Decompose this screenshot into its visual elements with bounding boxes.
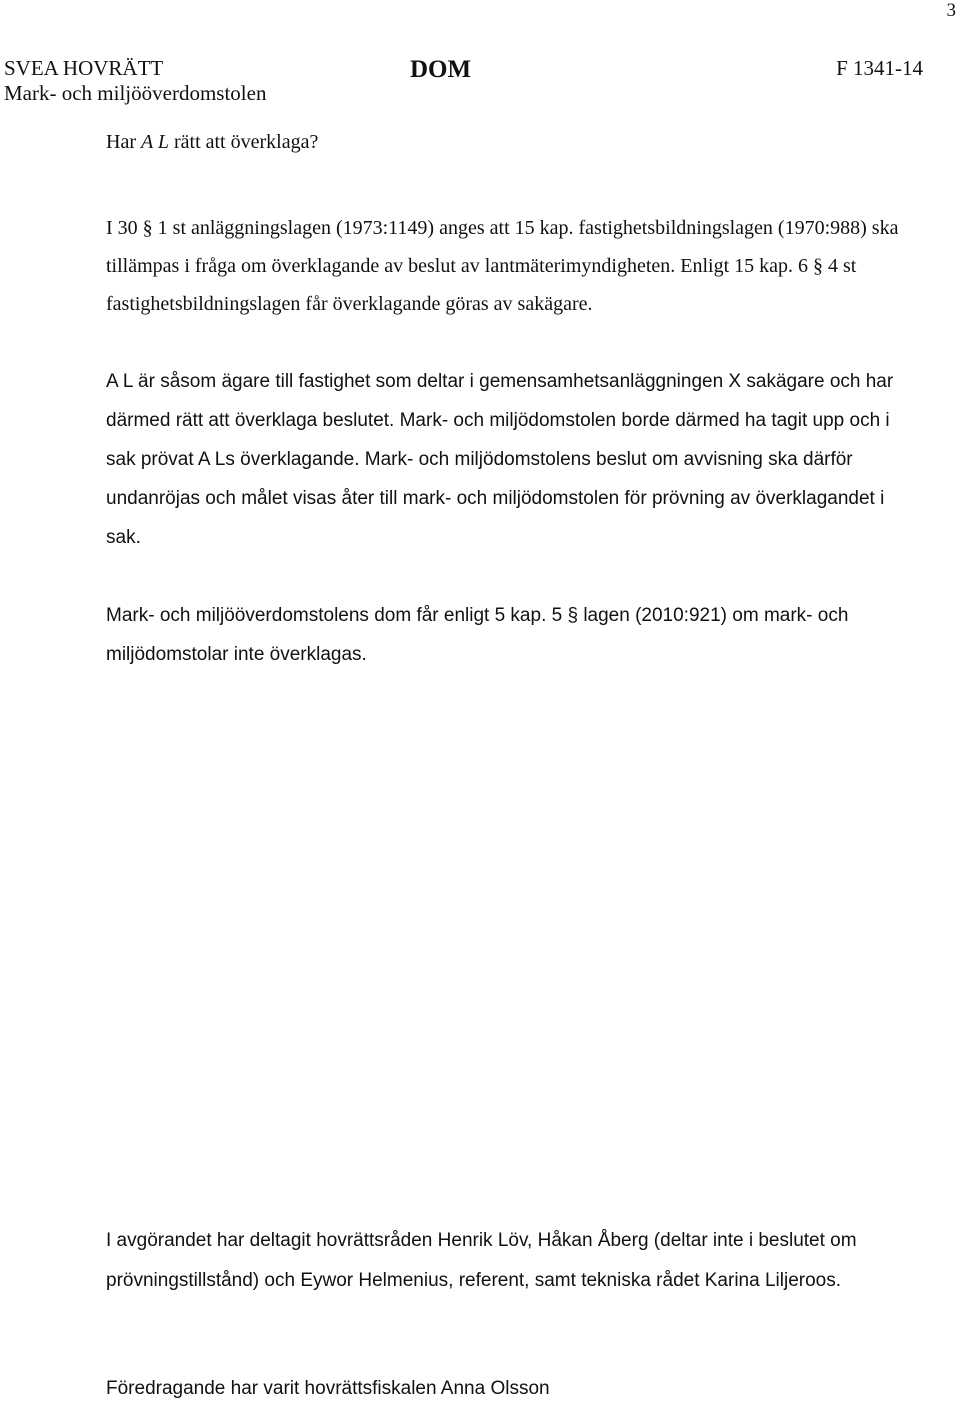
paragraph-appeal-notice: Mark- och miljööverdomstolens dom får enligt 5 kap. 5 § lagen (2010:921) om mark- och miljödomstolar inte överklagas.	[106, 605, 849, 665]
paragraph-legal-basis: I 30 § 1 st anläggningslagen (1973:1149) anges att 15 kap. fastighetsbildningslagen (1970:988) ska tillämpas i fråga om överklagande av beslut av lantmäterimyndigheten. Enligt 15 kap. 6 § 4 st fastighetsbildningslagen får överklagande göras av sakägare.	[106, 217, 899, 315]
question-party-name: A L	[140, 131, 169, 153]
question-suffix: rätt att överklaga?	[168, 131, 319, 153]
paragraph-rapporteur: Föredragande har varit hovrättsfiskalen Anna Olsson	[106, 1378, 550, 1399]
page-number: 3	[946, 0, 956, 21]
court-name: SVEA HOVRÄTT	[4, 56, 164, 80]
paragraph-assessment: A L är såsom ägare till fastighet som deltar i gemensamhetsanläggningen X sakägare och har därmed rätt att överklaga beslutet. Mark- och miljödomstolen borde därmed ha tagit upp och i sak prövat A Ls överklagande. Mark- och miljödomstolens beslut om avvisning ska därför undanröjas och målet visas åter till mark- och miljödomstolen för prövning av överklagandet i sak.	[106, 371, 894, 548]
court-division: Mark- och miljööverdomstolen	[4, 81, 267, 105]
document-type: DOM	[410, 56, 472, 83]
question-heading	[106, 131, 906, 154]
court-block	[4, 56, 266, 106]
question-prefix: Har	[106, 131, 141, 153]
paragraph-judges: I avgörandet har deltagit hovrättsråden Henrik Löv, Håkan Åberg (deltar inte i beslutet om prövningstillstånd) och Eywor Helmenius, referent, samt tekniska rådet Karina Liljeroos.	[106, 1230, 857, 1291]
case-number: F 1341-14	[836, 56, 923, 80]
